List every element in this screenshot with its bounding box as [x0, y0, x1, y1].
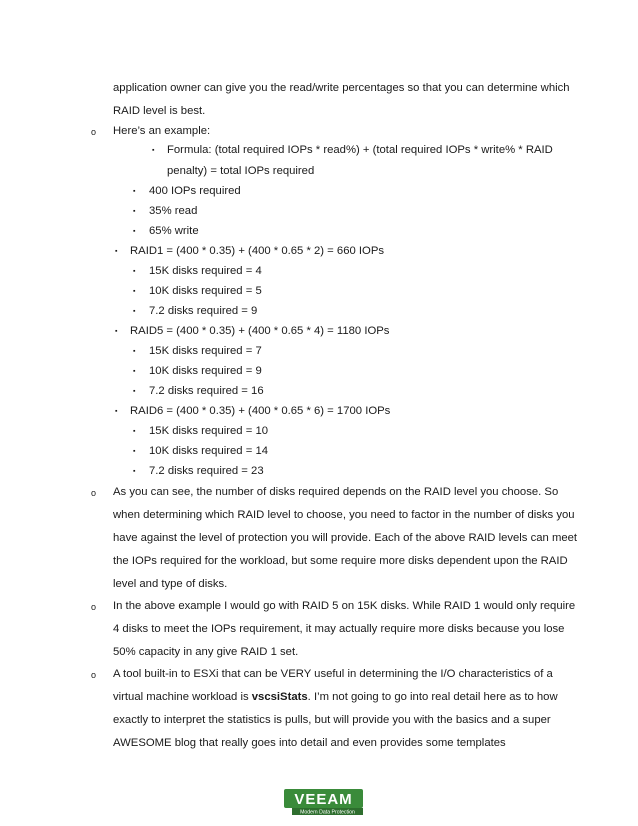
list-item: 7.2 disks required = 23 — [149, 465, 264, 477]
list-item: 7.2 disks required = 16 — [149, 385, 264, 397]
list-item: 65% write — [149, 225, 199, 237]
text-line: In the above example I would go with RAID 5 on 15K disks. While RAID 1 would only require — [113, 600, 576, 612]
text-line — [113, 690, 558, 704]
list-item: 15K disks required = 4 — [149, 265, 262, 277]
square-bullet-icon: ▪ — [133, 288, 136, 295]
square-bullet-icon: ▪ — [133, 308, 136, 315]
square-bullet-icon: ▪ — [133, 348, 136, 355]
square-bullet-icon: ▪ — [152, 147, 155, 154]
text-line: exactly to interpret the statistics is pulls, but will provide you with the basics and a super — [113, 714, 551, 726]
text-line: when determining which RAID level to choose, you need to factor in the number of disks you — [113, 509, 575, 521]
list-item: 10K disks required = 14 — [149, 445, 269, 457]
veeam-logo — [284, 789, 363, 815]
square-bullet-icon: ▪ — [133, 268, 136, 275]
list-item: 15K disks required = 10 — [149, 425, 269, 437]
formula-line: penalty) = total IOPs required — [167, 165, 315, 177]
list-item: 15K disks required = 7 — [149, 345, 262, 357]
square-bullet-icon: ▪ — [133, 368, 136, 375]
square-bullet-icon: ▪ — [133, 388, 136, 395]
raid6-title: RAID6 = (400 * 0.35) + (400 * 0.65 * 6) = 1700 IOPs — [130, 405, 391, 417]
text-run: virtual machine workload is — [113, 691, 252, 703]
text-line: 4 disks to meet the IOPs requirement, it may actually require more disks because you lose — [113, 623, 565, 635]
text-line: level and type of disks. — [113, 578, 228, 590]
text-line: have against the level of protection you will provide. Each of the above RAID levels can meet — [113, 532, 578, 544]
list-item: 7.2 disks required = 9 — [149, 305, 258, 317]
list-item: 35% read — [149, 205, 198, 217]
square-bullet-icon: ▪ — [133, 448, 136, 455]
example-heading: Here’s an example: — [113, 125, 211, 137]
square-bullet-icon: ▪ — [133, 228, 136, 235]
list-item: 10K disks required = 9 — [149, 365, 262, 377]
text-line: AWESOME blog that really goes into detail and even provides some templates — [113, 737, 506, 749]
circle-bullet-icon: o — [91, 602, 97, 612]
svg-text:Modern Data Protection: Modern Data Protection — [300, 809, 355, 815]
text-line: A tool built-in to ESXi that can be VERY useful in determining the I/O characteristics of a — [113, 668, 553, 680]
square-bullet-icon: ▪ — [133, 188, 136, 195]
circle-bullet-icon: o — [91, 670, 97, 680]
vscsistats-term: vscsiStats — [251, 691, 308, 703]
raid1-title: RAID1 = (400 * 0.35) + (400 * 0.65 * 2) = 660 IOPs — [130, 245, 385, 257]
raid5-title: RAID5 = (400 * 0.35) + (400 * 0.65 * 4) = 1180 IOPs — [130, 325, 390, 337]
text-line: As you can see, the number of disks required depends on the RAID level you choose. So — [113, 486, 559, 498]
text-line: application owner can give you the read/write percentages so that you can determine which — [113, 82, 570, 94]
svg-text:VEEAM: VEEAM — [294, 791, 353, 808]
text-line: the IOPs required for the workload, but some require more disks dependent upon the RAID — [113, 555, 568, 567]
square-bullet-icon: ▪ — [115, 248, 118, 255]
circle-bullet-icon: o — [91, 127, 97, 137]
list-item: 10K disks required = 5 — [149, 285, 262, 297]
square-bullet-icon: ▪ — [115, 408, 118, 415]
square-bullet-icon: ▪ — [115, 328, 118, 335]
square-bullet-icon: ▪ — [133, 468, 136, 475]
formula-line: Formula: (total required IOPs * read%) + (total required IOPs * write% * RAID — [167, 144, 553, 156]
square-bullet-icon: ▪ — [133, 208, 136, 215]
circle-bullet-icon: o — [91, 488, 97, 498]
list-item: 400 IOPs required — [149, 185, 241, 197]
text-run: . I’m not going to go into real detail here as to how — [307, 691, 558, 703]
square-bullet-icon: ▪ — [133, 428, 136, 435]
text-line: 50% capacity in any give RAID 1 set. — [113, 646, 299, 658]
text-line: RAID level is best. — [113, 105, 206, 117]
